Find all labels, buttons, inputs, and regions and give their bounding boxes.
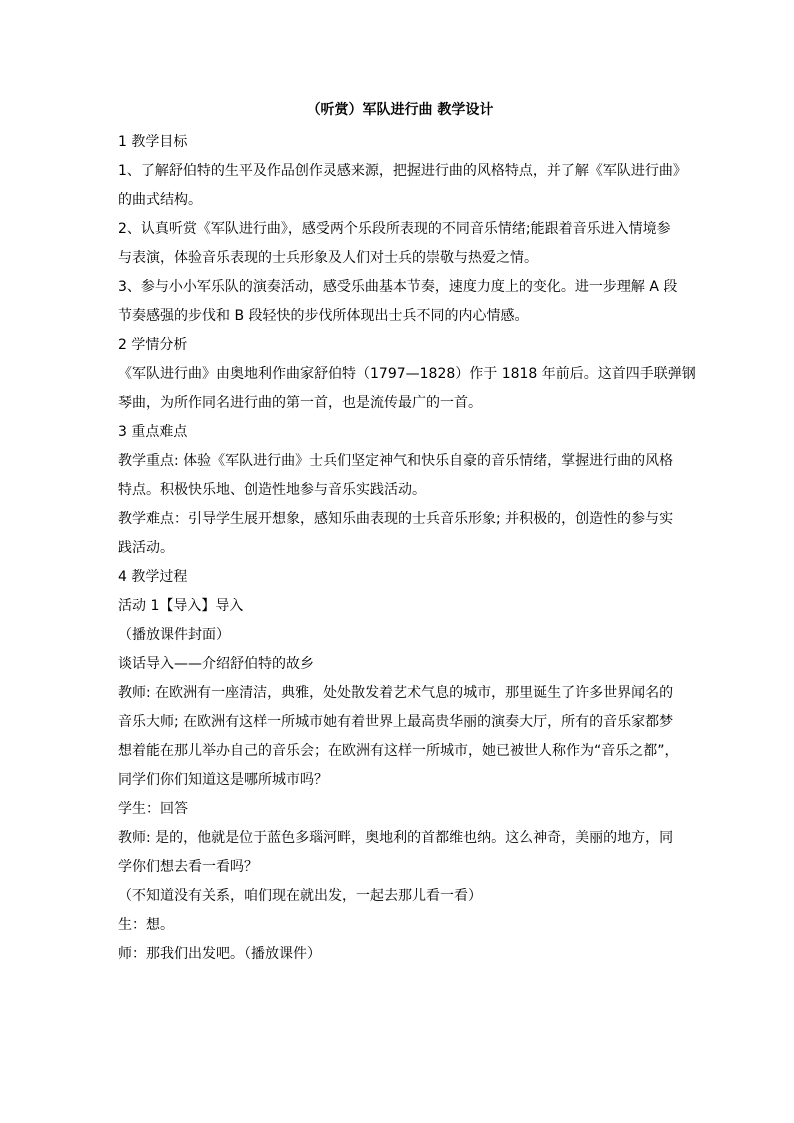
- paragraph-line: 谈话导入——介绍舒伯特的故乡: [118, 656, 314, 672]
- paragraph-line: 3、参与小小军乐队的演奏活动，感受乐曲基本节奏，速度力度上的变化。进一步理解 A 段: [118, 279, 678, 295]
- paragraph-line: 同学们你们知道这是哪所城市吗？: [118, 772, 328, 788]
- paragraph-line: 教师: 在欧洲有一座清洁，典雅，处处散发着艺术气息的城市，那里诞生了许多世界闻名的: [118, 685, 674, 701]
- paragraph-line: 践活动。: [118, 540, 174, 556]
- section-heading-analysis: 2 学情分析: [118, 337, 188, 353]
- paragraph-line: 学你们想去看一看吗？: [118, 859, 258, 875]
- section-heading-key-points: 3 重点难点: [118, 424, 188, 440]
- paragraph-line: 教学难点：引导学生展开想象，感知乐曲表现的士兵音乐形象; 并积极的，创造性的参与实: [118, 511, 674, 527]
- paragraph-line: 琴曲，为所作同名进行曲的第一首，也是流传最广的一首。: [118, 395, 482, 411]
- section-heading-objectives: 1 教学目标: [118, 134, 188, 150]
- paragraph-line: 学生：回答: [118, 801, 188, 817]
- paragraph-line: 师：那我们出发吧。（播放课件）: [118, 946, 321, 962]
- activity-heading: 活动 1【导入】导入: [118, 598, 244, 614]
- paragraph-line: （不知道没有关系，咱们现在就出发，一起去那儿看一看）: [118, 888, 482, 904]
- paragraph-line: 特点。积极快乐地、创造性地参与音乐实践活动。: [118, 482, 426, 498]
- paragraph-line: 与表演，体验音乐表现的士兵形象及人们对士兵的崇敬与热爱之情。: [118, 250, 538, 266]
- paragraph-line: 教师: 是的，他就是位于蓝色多瑙河畔，奥地利的首都维也纳。这么神奇，美丽的地方，同: [118, 830, 674, 846]
- paragraph-line: 《军队进行曲》由奥地利作曲家舒伯特（1797—1828）作于 1818 年前后。这首四手联弹钢: [118, 366, 696, 382]
- paragraph-line: 节奏感强的步伐和 B 段轻快的步伐所体现出士兵不同的内心情感。: [118, 308, 529, 324]
- paragraph-line: 2、认真听赏《军队进行曲》，感受两个乐段所表现的不同音乐情绪;能跟着音乐进入情境参: [118, 221, 671, 237]
- paragraph-line: 1、了解舒伯特的生平及作品创作灵感来源，把握进行曲的风格特点，并了解《军队进行曲》: [118, 163, 687, 179]
- document-title: （听赏）军队进行曲 教学设计: [306, 102, 494, 118]
- paragraph-line: 生：想。: [118, 917, 174, 933]
- paragraph-line: 想着能在那儿举办自己的音乐会；在欧洲有这样一所城市，她已被世人称作为“音乐之都”，: [118, 743, 679, 759]
- section-heading-process: 4 教学过程: [118, 569, 188, 585]
- paragraph-line: 音乐大师; 在欧洲有这样一所城市她有着世界上最高贵华丽的演奏大厅，所有的音乐家都梦: [118, 714, 674, 730]
- paragraph-line: （播放课件封面）: [118, 627, 230, 643]
- document-body: [118, 128, 696, 969]
- paragraph-line: 的曲式结构。: [118, 192, 202, 208]
- paragraph-line: 教学重点: 体验《军队进行曲》士兵们坚定神气和快乐自豪的音乐情绪，掌握进行曲的风格: [118, 453, 674, 469]
